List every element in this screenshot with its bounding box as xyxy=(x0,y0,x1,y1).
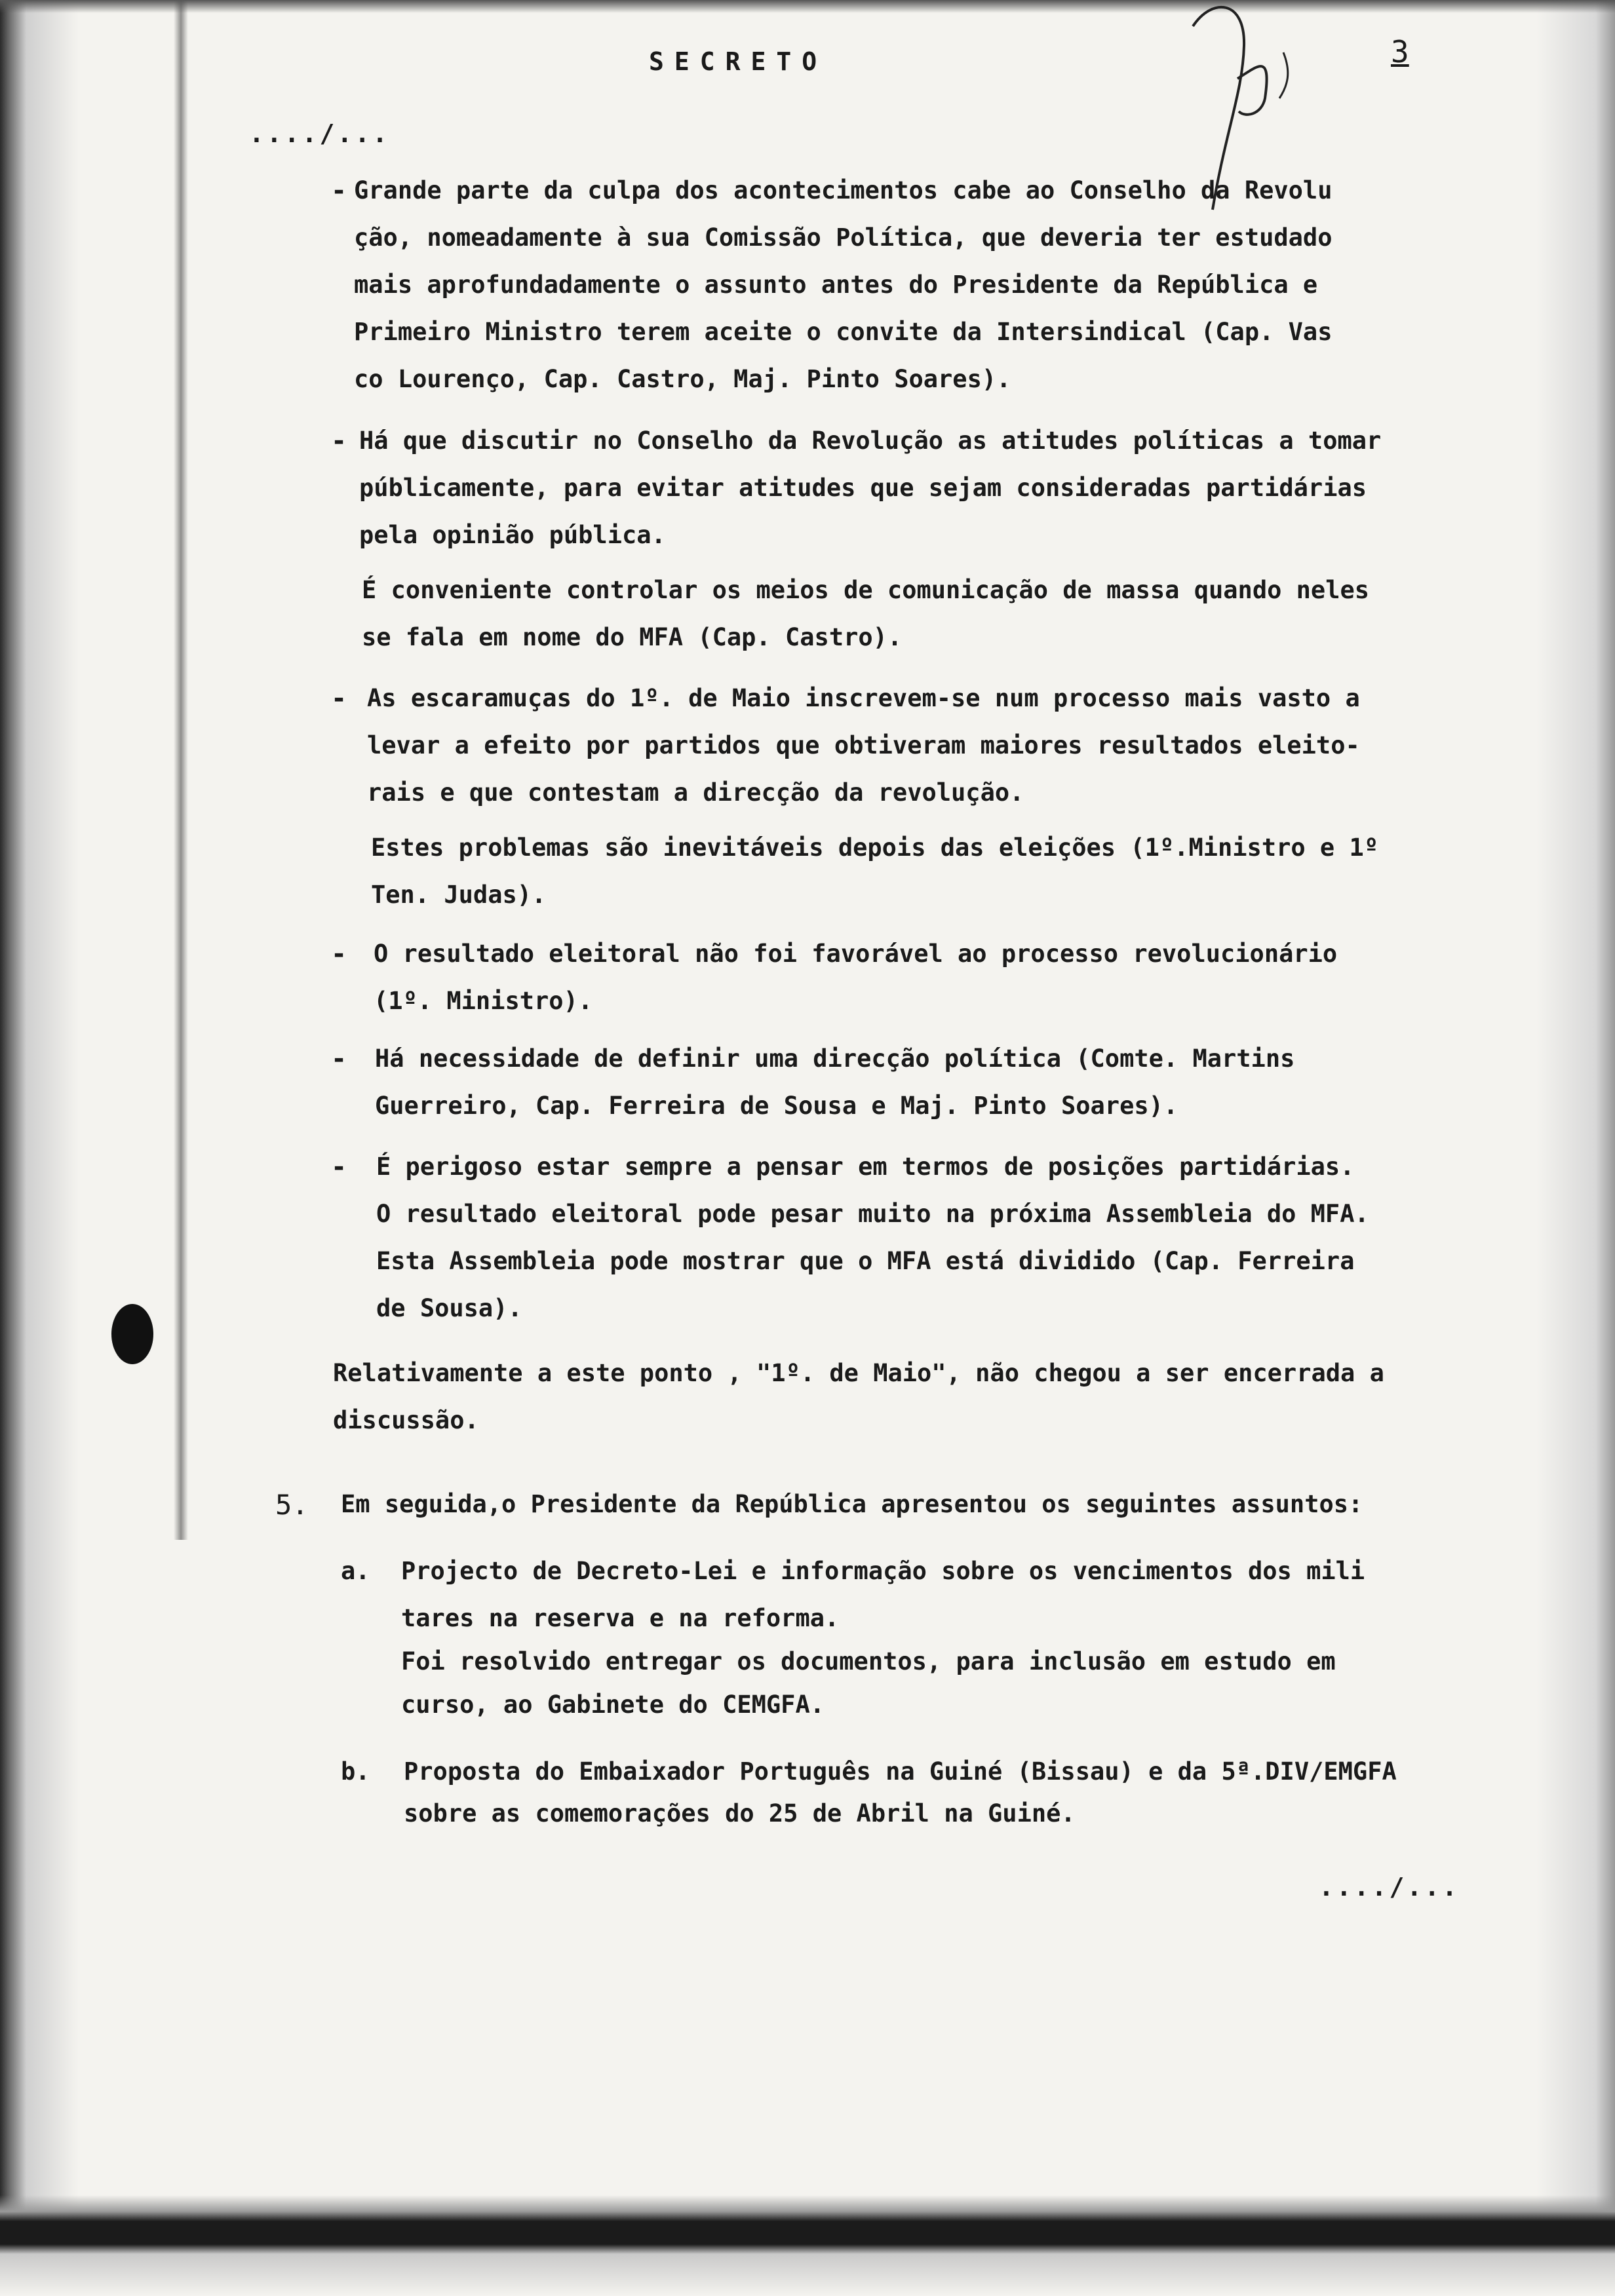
item-a-letter: a. xyxy=(341,1557,370,1585)
bullet-8-line-2: O resultado eleitoral pode pesar muito na próxima Assembleia do MFA. xyxy=(376,1200,1369,1228)
bullet-4-line-3: rais e que contestam a direcção da revolução. xyxy=(367,778,1024,807)
closing-paragraph-line-1: Relativamente a este ponto , "1º. de Maio", não chegou a ser encerrada a xyxy=(333,1359,1384,1387)
item-a-line-3: Foi resolvido entregar os documentos, para inclusão em estudo em xyxy=(401,1647,1336,1675)
item-a-line-4: curso, ao Gabinete do CEMGFA. xyxy=(401,1691,825,1719)
bullet-6-line-1: O resultado eleitoral não foi favorável ao processo revolucionário xyxy=(374,940,1338,968)
paragraph-3-line-1: É conveniente controlar os meios de comunicação de massa quando neles xyxy=(362,576,1370,604)
bullet-8-line-3: Esta Assembleia pode mostrar que o MFA está dividido (Cap. Ferreira xyxy=(376,1247,1355,1275)
item-b-line-2: sobre as comemorações do 25 de Abril na Guiné. xyxy=(404,1799,1076,1827)
bullet-8-line-4: de Sousa). xyxy=(376,1294,522,1322)
bullet-dash: - xyxy=(331,426,347,456)
item-b-line-1: Proposta do Embaixador Português na Guiné (Bissau) e da 5ª.DIV/EMGFA xyxy=(404,1757,1397,1786)
scan-edge-bottom xyxy=(0,2195,1615,2296)
bullet-2-line-3: pela opinião pública. xyxy=(359,521,666,549)
bullet-2-line-2: públicamente, para evitar atitudes que sejam consideradas partidárias xyxy=(359,474,1367,502)
punch-hole xyxy=(111,1304,153,1364)
bullet-1-line-4: Primeiro Ministro terem aceite o convite da Intersindical (Cap. Vas xyxy=(354,318,1333,346)
scan-edge-left xyxy=(0,0,203,2296)
scan-edge-right xyxy=(1536,0,1615,2296)
item-a-line-2: tares na reserva e na reforma. xyxy=(401,1604,840,1632)
bullet-dash: - xyxy=(331,1044,347,1074)
paragraph-5-line-1: Estes problemas são inevitáveis depois das eleições (1º.Ministro e 1º xyxy=(371,833,1379,862)
paragraph-5-line-2: Ten. Judas). xyxy=(371,881,547,909)
bullet-1-line-3: mais aprofundadamente o assunto antes do Presidente da República e xyxy=(354,271,1318,299)
scan-edge-top xyxy=(0,0,1615,13)
section-5-intro: Em seguida,o Presidente da República apresentou os seguintes assuntos: xyxy=(341,1490,1363,1518)
classification-header: SECRETO xyxy=(649,47,828,76)
bullet-1-line-5: co Lourenço, Cap. Castro, Maj. Pinto Soares). xyxy=(354,365,1011,393)
item-a-line-1: Projecto de Decreto-Lei e informação sobre os vencimentos dos mili xyxy=(401,1557,1365,1585)
continuation-marker-bottom: ..../... xyxy=(1319,1873,1460,1902)
bullet-7-line-1: Há necessidade de definir uma direcção política (Comte. Martins xyxy=(375,1044,1295,1073)
closing-paragraph-line-2: discussão. xyxy=(333,1406,479,1434)
bullet-4-line-1: As escaramuças do 1º. de Maio inscrevem-se num processo mais vasto a xyxy=(367,684,1360,712)
bullet-dash: - xyxy=(331,1152,347,1182)
bullet-4-line-2: levar a efeito por partidos que obtiveram maiores resultados eleito- xyxy=(367,731,1360,759)
paragraph-3-line-2: se fala em nome do MFA (Cap. Castro). xyxy=(362,623,903,651)
bullet-7-line-2: Guerreiro, Cap. Ferreira de Sousa e Maj. Pinto Soares). xyxy=(375,1092,1178,1120)
section-number: 5. xyxy=(275,1489,309,1521)
bullet-6-line-2: (1º. Ministro). xyxy=(374,987,593,1015)
page-number: 3 xyxy=(1391,34,1409,69)
bullet-dash: - xyxy=(331,939,347,969)
bullet-8-line-1: É perigoso estar sempre a pensar em termos de posições partidárias. xyxy=(376,1153,1355,1181)
item-b-letter: b. xyxy=(341,1757,370,1786)
scan-fold-line xyxy=(174,0,188,1540)
bullet-2-line-1: Há que discutir no Conselho da Revolução as atitudes políticas a tomar xyxy=(359,427,1382,455)
continuation-marker-top: ..../... xyxy=(249,119,391,148)
bullet-1-line-1: Grande parte da culpa dos acontecimentos cabe ao Conselho da Revolu xyxy=(354,176,1333,204)
bullet-dash: - xyxy=(331,176,347,206)
bullet-1-line-2: ção, nomeadamente à sua Comissão Política, que deveria ter estudado xyxy=(354,223,1333,252)
bullet-dash: - xyxy=(331,683,347,714)
